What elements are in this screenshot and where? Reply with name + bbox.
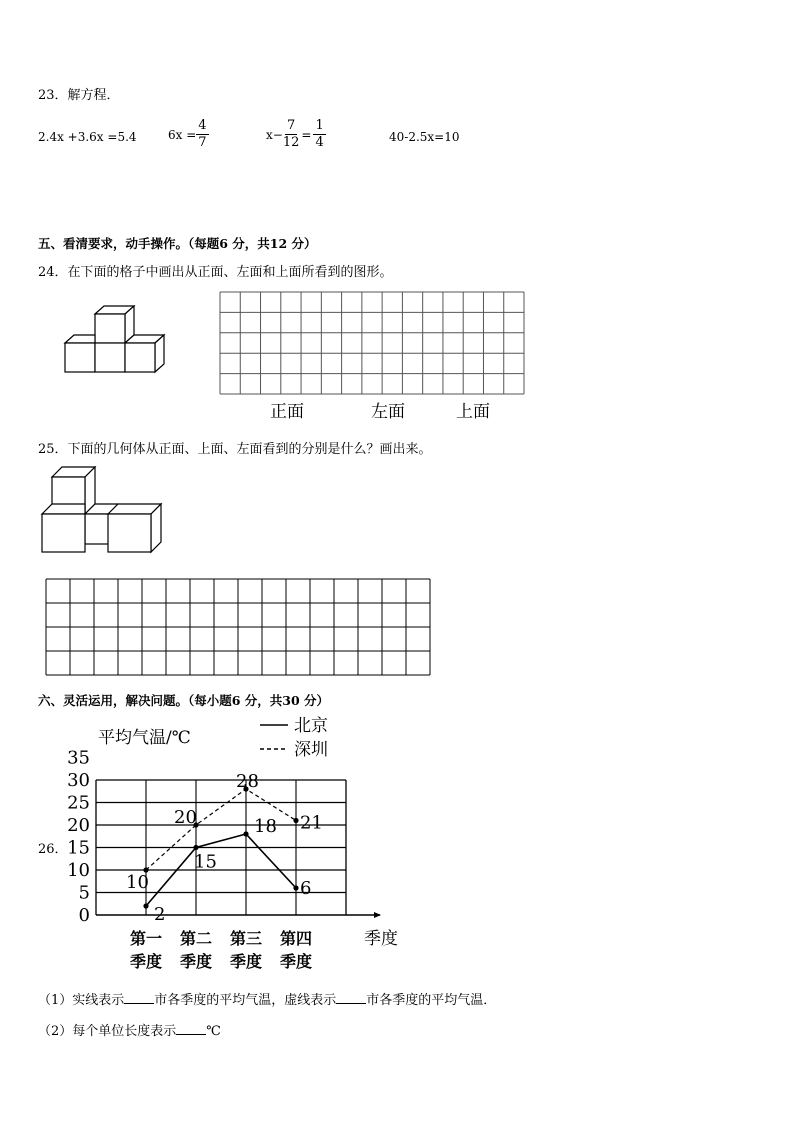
- q25-cube-figure: [38, 466, 164, 558]
- chart-legend: [260, 716, 328, 760]
- section-6-heading: 六、灵活运用，解决问题。（每小题6 分，共30 分）: [38, 693, 330, 708]
- q26-sub-2: [38, 1020, 221, 1039]
- q25-drawing-grid: [44, 577, 432, 677]
- equation-3-lhs: x−: [266, 127, 283, 142]
- q26-sub-1: [38, 989, 496, 1008]
- y-tick-label: 20: [67, 815, 90, 836]
- q25-title: 25．下面的几何体从正面、上面、左面看到的分别是什么？画出来。: [38, 442, 432, 457]
- x-tick-label: 第三: [229, 929, 263, 948]
- chart-x-axis-label: 季度: [364, 929, 398, 949]
- q26-sub-1-middle: 市各季度的平均气温，虚线表示: [154, 993, 337, 1008]
- data-point: [293, 885, 298, 890]
- answer-blank-2[interactable]: [336, 991, 366, 1004]
- fraction-denominator: 4: [315, 135, 324, 150]
- q24-label-top: 上面: [456, 402, 490, 422]
- data-label: 6: [300, 878, 312, 899]
- fraction-denominator: 7: [198, 135, 207, 150]
- q26-number: 26．: [38, 842, 68, 857]
- x-tick-label: 第一: [129, 929, 163, 948]
- answer-blank-3[interactable]: [176, 1022, 206, 1035]
- equation-1: 2.4x +3.6x =5.4: [38, 130, 137, 144]
- y-tick-label: 0: [78, 905, 90, 926]
- y-tick-label: 25: [67, 792, 90, 814]
- q23-title: 23．解方程．: [38, 88, 120, 103]
- x-tick-label: 季度: [129, 952, 163, 971]
- q24-cube-figure: [60, 305, 170, 380]
- data-label: 2: [154, 904, 166, 925]
- x-tick-label: 季度: [279, 952, 313, 971]
- data-label: 21: [300, 812, 323, 834]
- q26-sub-1-after: 市各季度的平均气温．: [366, 993, 497, 1008]
- x-tick-label: 第四: [279, 929, 313, 948]
- q24-label-front: 正面: [270, 402, 304, 422]
- chart-y-ticks: [67, 748, 90, 927]
- equation-3-fraction-1: [283, 118, 300, 151]
- x-tick-label: 季度: [229, 952, 263, 971]
- equation-2: [168, 118, 209, 151]
- equation-4: 40-2.5x=10: [389, 130, 460, 144]
- data-point: [243, 831, 248, 836]
- data-label: 18: [254, 816, 277, 837]
- data-point: [193, 845, 198, 850]
- y-tick-label: 15: [67, 837, 90, 859]
- section-5-heading: 五、看清要求，动手操作。（每题6 分，共12 分）: [38, 236, 317, 251]
- legend-label: 深圳: [294, 740, 328, 760]
- y-tick-label: 35: [67, 747, 90, 769]
- q24-drawing-grid: [218, 290, 526, 396]
- data-point: [143, 903, 148, 908]
- fraction-numerator: 7: [286, 118, 296, 133]
- x-tick-label: 季度: [179, 952, 213, 971]
- q26-sub-2-after: ℃: [206, 1024, 221, 1039]
- chart-y-axis-label: 平均气温/℃: [98, 728, 191, 748]
- y-tick-label: 10: [67, 860, 90, 881]
- data-label: 10: [126, 872, 149, 893]
- q24-label-left: 左面: [371, 402, 405, 422]
- q26-sub-2-before: （2）每个单位长度表示: [38, 1024, 177, 1039]
- x-tick-label: 第二: [179, 929, 213, 948]
- equals-sign: =: [301, 127, 312, 142]
- y-tick-label: 5: [78, 882, 90, 904]
- data-label: 20: [174, 807, 197, 828]
- q26-sub-1-before: （1）实线表示: [38, 993, 125, 1008]
- equation-3-fraction-2: [313, 118, 325, 151]
- y-tick-label: 30: [67, 770, 90, 791]
- answer-blank-1[interactable]: [124, 991, 154, 1004]
- data-point: [293, 818, 298, 823]
- data-label: 28: [236, 771, 259, 792]
- fraction-denominator: 12: [282, 135, 300, 150]
- fraction-numerator: 4: [198, 118, 207, 133]
- x-axis-arrow: [374, 912, 381, 918]
- equation-2-lhs: 6x =: [168, 127, 197, 142]
- chart-axes: [96, 780, 381, 918]
- equation-2-fraction: [196, 118, 208, 151]
- equation-3: [266, 118, 326, 151]
- temperature-line-chart: [64, 712, 404, 980]
- chart-x-ticks: [130, 929, 312, 971]
- fraction-numerator: 1: [315, 118, 324, 133]
- data-label: 15: [194, 851, 217, 873]
- legend-label: 北京: [294, 716, 328, 736]
- q24-title: 24．在下面的格子中画出从正面、左面和上面所看到的图形。: [38, 265, 393, 280]
